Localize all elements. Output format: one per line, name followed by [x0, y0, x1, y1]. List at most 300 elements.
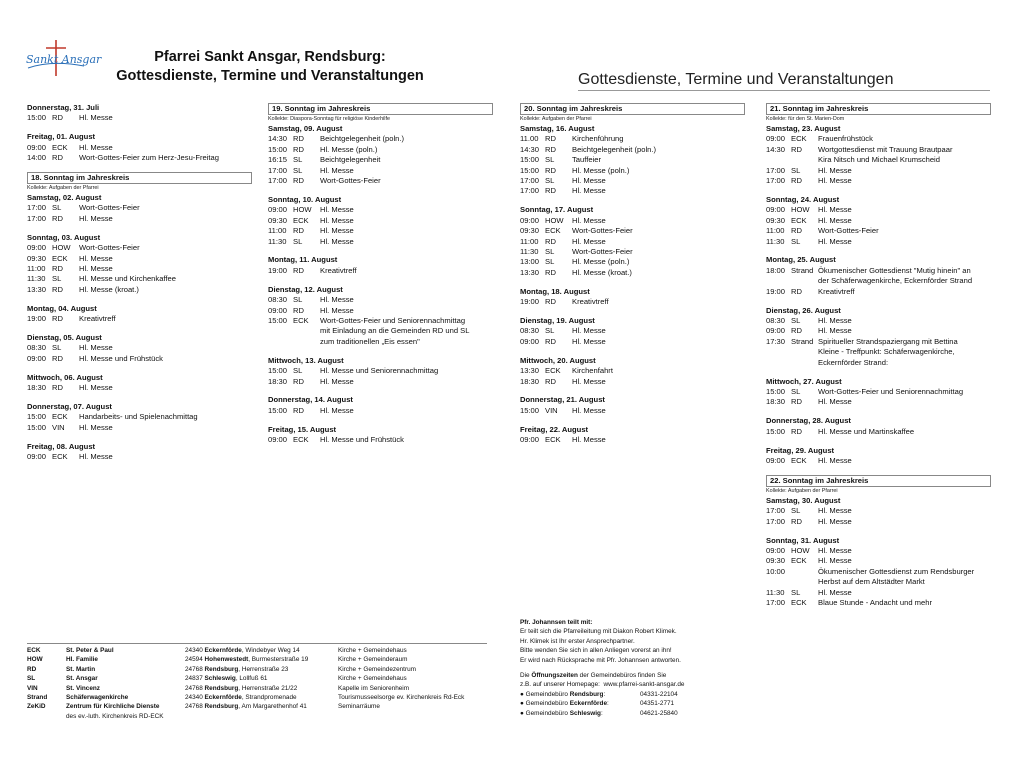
event-location: SL — [293, 236, 303, 246]
day-date: Dienstag, 19. August — [520, 316, 595, 325]
event-location: SL — [293, 155, 303, 165]
legend-church: St. Martin — [66, 665, 96, 673]
event-location: SL — [545, 257, 555, 267]
event-location: RD — [545, 376, 556, 386]
event-description: Hl. Messe — [79, 263, 113, 273]
event-description: Beichtgelegenheit — [320, 155, 381, 165]
day-date: Montag, 11. August — [268, 255, 338, 265]
event-location: RD — [545, 186, 556, 196]
legend-address: 24594 Hohenwestedt, Burmesterstraße 19 — [185, 656, 309, 664]
event-location — [791, 577, 818, 587]
legend-church: Hl. Familie — [66, 656, 98, 664]
event-row — [268, 306, 493, 316]
event-location: SL — [52, 343, 62, 353]
event-row — [766, 387, 991, 397]
event-row — [520, 435, 745, 445]
day-block — [766, 124, 991, 186]
event-time: 10:00 — [766, 566, 786, 576]
event-description: Hl. Messe — [320, 405, 354, 415]
event-row — [766, 155, 991, 165]
event-time: 19:00 — [520, 297, 540, 307]
event-time: 09:00 — [520, 215, 540, 225]
legend-church: Zentrum für Kirchliche Dienste — [66, 703, 160, 711]
event-description: Hl. Messe und Martinskaffee — [818, 426, 915, 436]
event-row — [27, 274, 252, 284]
event-time: 17:00 — [766, 516, 786, 526]
legend-code: HOW — [27, 656, 43, 664]
event-time: 18:30 — [27, 383, 47, 393]
office-town: Rendsburg — [569, 690, 604, 698]
event-location: SL — [293, 366, 303, 376]
day-block — [27, 193, 252, 224]
event-row — [766, 567, 991, 577]
legend-address: 24768 Rendsburg, Herrenstraße 21/22 — [185, 684, 298, 692]
day-block — [766, 416, 991, 437]
event-time: 08:30 — [520, 326, 540, 336]
event-time: 15:00 — [766, 426, 786, 436]
event-location: SL — [791, 316, 801, 325]
event-description: Hl. Messe — [572, 176, 606, 186]
day-block — [520, 124, 745, 197]
event-row — [520, 406, 745, 416]
legend-code: SL — [27, 675, 36, 683]
event-location: RD — [545, 236, 556, 246]
event-time: 17:00 — [766, 176, 786, 186]
legend-facility: Seminarräume — [338, 703, 380, 711]
event-time — [268, 326, 293, 336]
header-divider — [578, 90, 990, 91]
legend-row — [27, 693, 487, 702]
event-row — [27, 354, 252, 364]
event-time: 11.00 — [520, 134, 539, 144]
event-description: Hl. Messe — [818, 316, 852, 325]
event-time: 09:00 — [766, 134, 786, 144]
day-block — [268, 285, 493, 347]
legend-facility: Tourismusseelsorge ev. Kirchenkreis Rd-Eck — [338, 694, 465, 702]
kollekte-note: Kollekte: Aufgaben der Pfarrei — [766, 487, 838, 494]
event-description: Hl. Messe und Frühstück — [79, 353, 163, 363]
event-description: Hl. Messe — [320, 165, 354, 175]
event-time: 09:00 — [520, 336, 540, 346]
event-description: Blaue Stunde - Andacht und mehr — [818, 598, 932, 608]
title-line-1: Pfarrei Sankt Ansgar, Rendsburg: — [154, 49, 386, 65]
event-location: RD — [545, 144, 556, 154]
event-location — [293, 326, 320, 336]
event-description: Wort-Gottes-Feier — [572, 246, 633, 256]
day-date: Mittwoch, 06. August — [27, 372, 103, 382]
event-row — [268, 216, 493, 226]
event-location: RD — [293, 226, 304, 236]
day-date: Donnerstag, 07. August — [27, 402, 112, 412]
legend-row — [27, 684, 487, 693]
event-location — [791, 567, 818, 577]
day-date: Mittwoch, 20. August — [520, 355, 596, 365]
event-description: Hl. Messe — [79, 142, 113, 152]
event-description: Kleine - Treffpunkt: Schäferwagenkirche, — [818, 347, 955, 357]
event-location: ECK — [52, 253, 68, 263]
event-row — [27, 412, 252, 422]
event-description: Hl. Messe (kroat.) — [572, 267, 632, 277]
event-row — [520, 155, 745, 165]
legend-row — [27, 665, 487, 674]
legend-code: RD — [27, 665, 37, 673]
day-date: Samstag, 16. August — [520, 124, 595, 133]
day-date: Samstag, 02. August — [27, 193, 102, 203]
event-location: SL — [293, 165, 303, 175]
legend-code: ZeKiD — [27, 703, 46, 711]
event-time: 18:00 — [766, 265, 786, 275]
event-time: 09:30 — [766, 215, 786, 225]
event-location: RD — [791, 144, 802, 154]
pastor-notice — [520, 618, 760, 718]
day-block — [766, 496, 991, 527]
day-block — [27, 442, 252, 463]
event-row — [520, 366, 745, 376]
day-block — [268, 195, 493, 247]
day-date: Donnerstag, 28. August — [766, 416, 851, 426]
event-row — [520, 247, 745, 257]
event-location: Strand — [791, 265, 814, 275]
schedule-column-2 — [268, 103, 493, 454]
event-time: 13:30 — [27, 284, 47, 294]
event-location: RD — [545, 165, 556, 175]
event-row — [27, 343, 252, 353]
sunday-header — [520, 103, 745, 123]
day-block — [268, 124, 493, 186]
event-time: 17:00 — [766, 598, 786, 608]
event-row — [268, 326, 493, 336]
event-location: RD — [545, 297, 556, 307]
event-row — [766, 216, 991, 226]
event-description: Hl. Messe (poln.) — [572, 257, 630, 267]
day-date: Sonntag, 17. August — [520, 205, 594, 215]
legend-town: Rendsburg — [204, 665, 239, 673]
day-block — [766, 536, 991, 609]
legend-code: Strand — [27, 694, 48, 702]
event-time: 09:00 — [766, 455, 786, 465]
event-row — [766, 427, 991, 437]
event-description: Hl. Messe — [320, 295, 354, 305]
event-location: RD — [293, 144, 304, 154]
legend-facility: Kirche + Gemeinderaum — [338, 656, 408, 664]
event-time: 17:30 — [766, 336, 786, 346]
event-location: SL — [791, 506, 801, 516]
day-date: Donnerstag, 14. August — [268, 395, 353, 405]
event-row — [766, 506, 991, 516]
day-date: Sonntag, 03. August — [27, 232, 101, 242]
day-block — [520, 287, 745, 308]
legend-church: Schäferwagenkirche — [66, 694, 129, 702]
event-time: 15:00 — [27, 113, 47, 123]
event-row — [268, 366, 493, 376]
event-description: Kreativtreff — [79, 314, 116, 324]
event-location: RD — [52, 353, 63, 363]
event-location: RD — [293, 376, 304, 386]
day-date: Montag, 04. August — [27, 303, 97, 313]
event-location: RD — [52, 263, 63, 273]
event-time: 17:00 — [268, 165, 288, 175]
event-description: Beichtgelegenheit (poln.) — [572, 144, 657, 154]
day-block — [27, 103, 252, 124]
event-row — [766, 577, 991, 587]
legend-row — [27, 655, 487, 664]
event-row — [766, 598, 991, 608]
event-time: 17:00 — [520, 176, 540, 186]
event-location: SL — [293, 295, 303, 305]
event-location: HOW — [293, 205, 312, 215]
event-description: Hl. Messe — [572, 186, 606, 196]
legend-row-extra — [27, 712, 487, 721]
event-location: RD — [791, 176, 802, 186]
event-time: 19:00 — [766, 286, 786, 296]
event-location: RD — [293, 265, 304, 275]
event-time: 17:00 — [766, 165, 786, 175]
event-row — [268, 337, 493, 347]
legend-church: St. Vincenz — [66, 684, 100, 692]
day-date: Samstag, 23. August — [766, 124, 841, 133]
event-location: ECK — [791, 134, 807, 144]
legend-address: 24768 Rendsburg, Herrenstraße 23 — [185, 665, 289, 673]
homepage-link[interactable]: www.pfarrei-sankt-ansgar.de — [603, 681, 685, 689]
event-time: 11:30 — [520, 246, 539, 256]
legend-address: 24837 Schleswig, Lollfuß 61 — [185, 675, 268, 683]
event-location: HOW — [52, 243, 71, 253]
event-description: Hl. Messe — [572, 405, 606, 415]
event-location — [293, 337, 320, 347]
event-row — [766, 588, 991, 598]
event-description: Hl. Messe — [818, 205, 852, 215]
legend-row — [27, 646, 487, 655]
event-description: Kreativtreff — [818, 286, 855, 296]
day-date: Dienstag, 12. August — [268, 284, 343, 294]
day-date: Samstag, 30. August — [766, 495, 841, 505]
event-location: HOW — [791, 546, 810, 555]
event-time: 11:30 — [27, 274, 46, 284]
notice-line: Er teilt sich die Pfarreileitung mit Diakon Robert Klimek. — [520, 628, 677, 636]
legend-town: Rendsburg — [204, 684, 239, 692]
legend-facility: Kirche + Gemeindehaus — [338, 647, 407, 654]
event-row — [268, 435, 493, 445]
event-location: SL — [791, 165, 801, 175]
day-date: Freitag, 29. August — [766, 445, 835, 455]
legend-town: Rendsburg — [204, 703, 239, 711]
event-location: RD — [52, 284, 63, 294]
event-row — [27, 452, 252, 462]
event-description: Hl. Messe — [572, 236, 606, 246]
event-location: ECK — [293, 435, 309, 445]
event-description: Hl. Messe — [79, 343, 113, 353]
day-block — [520, 425, 745, 446]
legend-row — [27, 702, 487, 711]
event-description: Beichtgelegenheit (poln.) — [320, 134, 405, 144]
legend-town: Hohenwestedt — [204, 656, 249, 664]
event-row — [268, 205, 493, 215]
day-block — [27, 304, 252, 325]
event-description: Hl. Messe — [79, 452, 113, 462]
event-description: Hl. Messe — [818, 587, 852, 597]
event-time: 09:00 — [27, 243, 47, 253]
event-description: Eckernförder Strand: — [818, 357, 889, 367]
event-location: ECK — [791, 598, 807, 608]
event-description: Hl. Messe — [320, 226, 354, 236]
event-row — [766, 358, 991, 368]
legend-code — [27, 712, 66, 721]
event-time: 15:00 — [766, 386, 786, 396]
event-description: Hl. Messe — [818, 556, 852, 566]
event-row — [766, 237, 991, 247]
event-description: mit Einladung an die Gemeinden RD und SL — [320, 326, 470, 336]
schedule-column-1 — [27, 103, 252, 471]
sunday-header — [766, 103, 991, 123]
notice-line: Hr. Klimek ist Ihr erster Ansprechpartner. — [520, 637, 635, 645]
event-description: Wort-Gottes-Feier — [320, 176, 381, 186]
page-title-right: Gottesdienste, Termine und Veranstaltungen — [578, 71, 894, 88]
event-description: der Schäferwagenkirche, Eckernförder Strand — [818, 276, 973, 286]
office-hours-line: Die Öffnungszeiten der Gemeindebüros finden Sie — [520, 672, 667, 680]
event-description: Hl. Messe — [818, 546, 852, 555]
event-description: Hl. Messe — [572, 336, 606, 346]
event-time: 11:30 — [766, 587, 785, 597]
day-date: Dienstag, 26. August — [766, 305, 841, 315]
event-description: Kirchenführung — [572, 134, 624, 144]
event-description: Hl. Messe — [572, 326, 606, 336]
day-date: Dienstag, 05. August — [27, 333, 102, 342]
event-location: SL — [791, 236, 801, 246]
event-row — [766, 205, 991, 215]
event-row — [520, 145, 745, 155]
event-description: Wort-Gottes-Feier und Seniorennachmittag — [818, 386, 964, 396]
event-location: VIN — [52, 422, 65, 432]
event-description: Hl. Messe und Frühstück — [320, 435, 404, 445]
day-block — [27, 402, 252, 433]
event-time: 15:00 — [27, 412, 47, 422]
day-block — [520, 205, 745, 278]
event-location: SL — [545, 246, 555, 256]
event-description: Wort-Gottes-Feier — [572, 226, 633, 236]
logo-text: Sankt Ansgar — [26, 53, 102, 66]
event-location: HOW — [545, 215, 564, 225]
event-time: 08:30 — [27, 343, 47, 353]
event-description: Hl. Messe — [79, 253, 113, 263]
notice-heading: Pfr. Johannsen teilt mit: — [520, 619, 593, 626]
event-time: 11:00 — [268, 226, 287, 236]
event-description: Wort-Gottes-Feier — [818, 226, 879, 236]
event-description: Hl. Messe — [818, 176, 852, 186]
event-time: 17:00 — [766, 506, 786, 516]
event-row — [27, 143, 252, 153]
event-time: 09:00 — [268, 435, 288, 445]
event-time: 11:00 — [520, 236, 539, 246]
office-town: Eckernförde — [569, 700, 607, 708]
event-location: RD — [52, 314, 63, 324]
day-block — [520, 395, 745, 416]
event-location: RD — [293, 176, 304, 186]
event-description: Hl. Messe — [79, 383, 113, 393]
event-location: ECK — [52, 142, 68, 152]
event-time: 09:00 — [766, 546, 786, 555]
event-description: Hl. Messe und Seniorennachmittag — [320, 366, 439, 376]
event-time — [766, 358, 791, 368]
event-description: Wort-Gottes-Feier — [79, 243, 140, 253]
event-description: Hl. Messe — [320, 236, 354, 246]
day-date: Sonntag, 10. August — [268, 194, 342, 204]
event-time: 09:30 — [27, 253, 47, 263]
day-date: Mittwoch, 13. August — [268, 355, 344, 365]
schedule-column-3 — [520, 103, 745, 454]
event-description: Hl. Messe — [818, 326, 852, 336]
event-time — [766, 577, 791, 587]
notice-line: Er wird nach Rücksprache mit Pfr. Johannsen antworten. — [520, 656, 681, 664]
event-time: 14:30 — [268, 134, 288, 144]
event-row — [268, 226, 493, 236]
event-time: 08:30 — [766, 316, 786, 325]
event-row — [766, 176, 991, 186]
event-row — [27, 113, 252, 123]
day-date: Samstag, 09. August — [268, 124, 343, 133]
event-row — [268, 266, 493, 276]
event-description: Hl. Messe — [572, 376, 606, 386]
event-location: ECK — [791, 215, 807, 225]
event-location: HOW — [791, 205, 810, 215]
day-date: Montag, 25. August — [766, 255, 836, 265]
event-row — [766, 316, 991, 326]
sunday-title: 22. Sonntag im Jahreskreis — [766, 475, 991, 487]
legend-church-extra: des ev.-luth. Kirchenkreis RD-ECK — [66, 712, 164, 720]
event-row — [520, 326, 745, 336]
day-block — [520, 316, 745, 347]
legend-address: 24768 Rendsburg, Am Margarethenhof 41 — [185, 703, 307, 711]
event-location: SL — [545, 326, 555, 336]
event-row — [268, 134, 493, 144]
day-block — [766, 377, 991, 408]
day-block — [268, 425, 493, 446]
day-block — [766, 195, 991, 247]
sunday-title: 21. Sonntag im Jahreskreis — [766, 103, 991, 115]
office-item: ● Gemeindebüro Rendsburg: 04331-22104 — [520, 690, 678, 698]
event-description: Hl. Messe — [79, 422, 113, 432]
event-time: 11:30 — [268, 236, 287, 246]
event-location: RD — [791, 326, 802, 336]
event-time: 16:15 — [268, 155, 288, 165]
event-location: ECK — [52, 412, 68, 422]
event-location: RD — [791, 286, 802, 296]
event-location: ECK — [791, 455, 807, 465]
legend-facility: Kirche + Gemeindezentrum — [338, 665, 416, 673]
event-row — [27, 203, 252, 213]
event-location: RD — [791, 397, 802, 407]
day-date: Sonntag, 24. August — [766, 194, 840, 204]
event-location: RD — [293, 305, 304, 315]
event-description: Hl. Messe — [572, 215, 606, 225]
event-description: Hl. Messe — [818, 397, 852, 407]
event-time: 18:30 — [268, 376, 288, 386]
event-row — [27, 153, 252, 163]
day-date: Freitag, 15. August — [268, 424, 337, 434]
day-block — [268, 395, 493, 416]
day-block — [27, 233, 252, 295]
event-row — [520, 297, 745, 307]
event-location: SL — [545, 176, 555, 186]
sunday-title: 18. Sonntag im Jahreskreis — [27, 172, 252, 184]
office-town: Schleswig — [569, 709, 601, 717]
event-location: RD — [52, 153, 63, 163]
event-row — [520, 257, 745, 267]
event-row — [27, 243, 252, 253]
event-row — [766, 276, 991, 286]
day-block — [520, 356, 745, 387]
event-location: RD — [791, 226, 802, 236]
event-time: 15:00 — [268, 144, 288, 154]
